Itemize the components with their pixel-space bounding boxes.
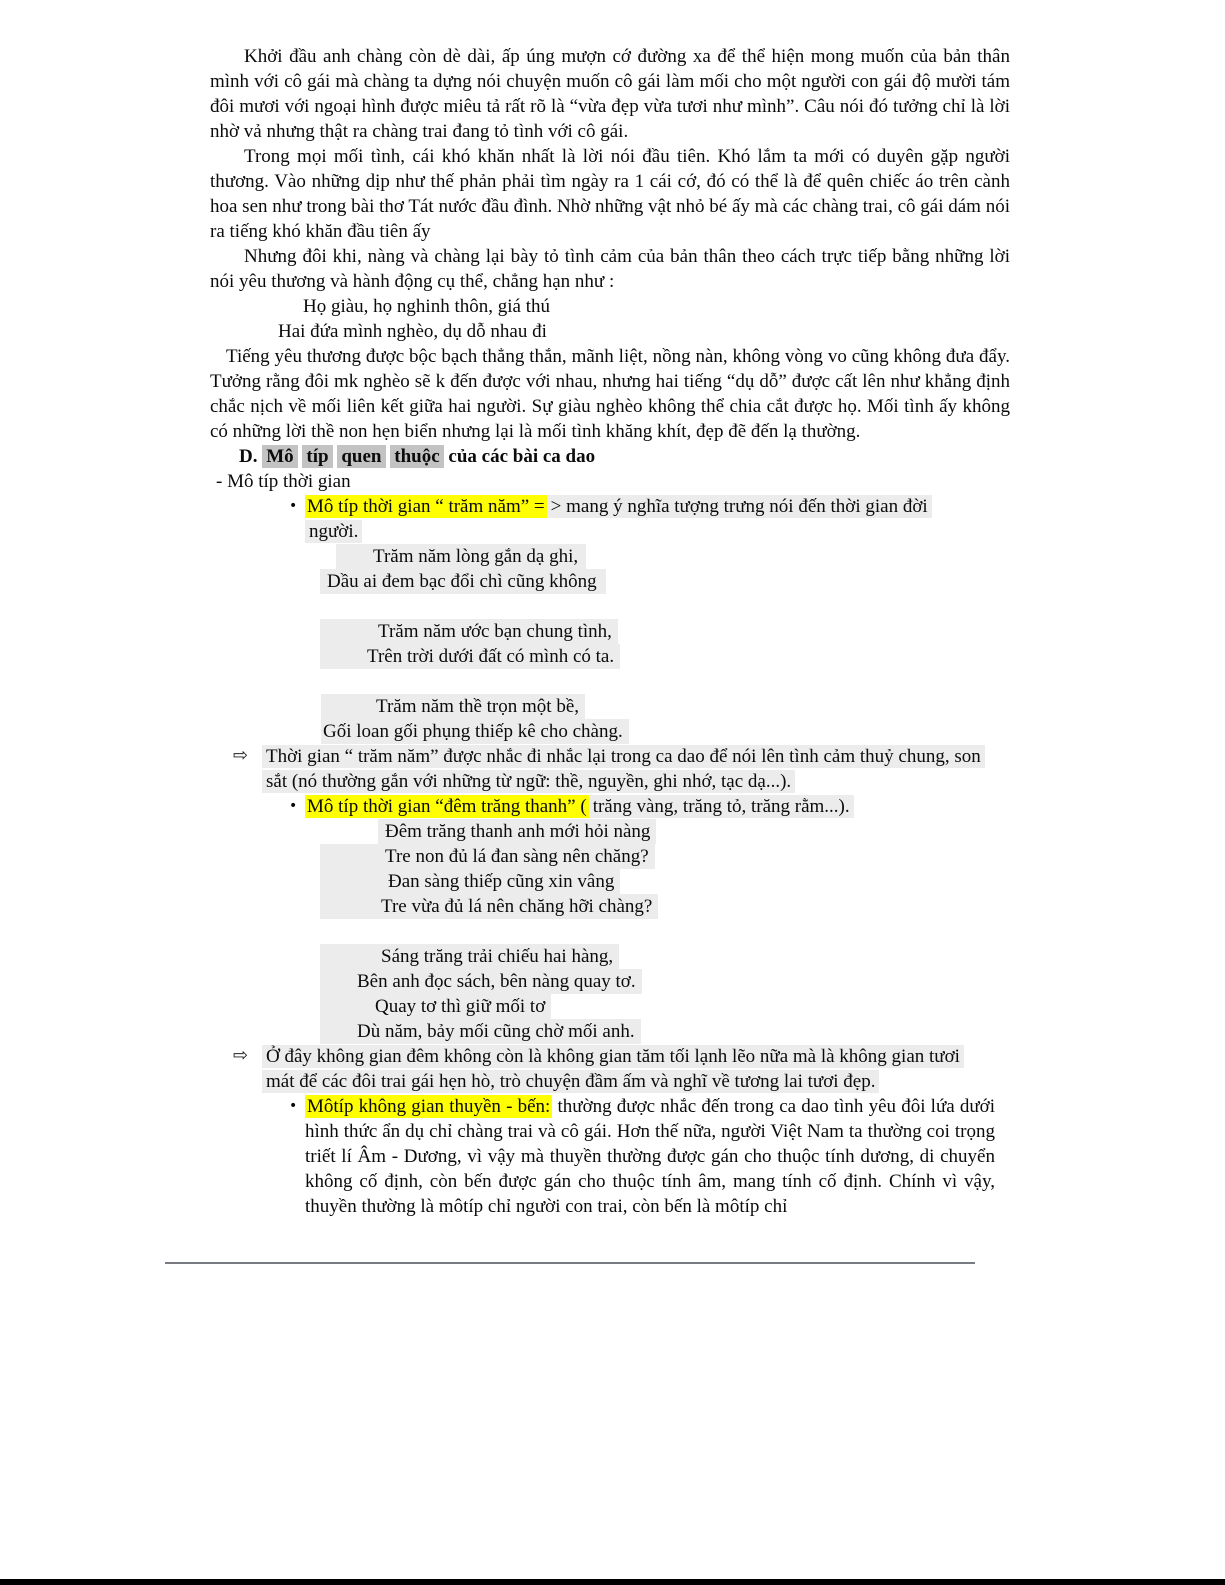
bullet-icon: •: [289, 1098, 298, 1114]
arrow-icon: ⇨: [233, 745, 249, 766]
gray-highlight: người.: [305, 520, 362, 543]
poem-line: Gối loan gối phụng thiếp kê cho chàng.: [321, 719, 1010, 744]
gray-highlight: > mang ý nghĩa tượng trưng nói đến thời gian đời: [547, 495, 932, 518]
gray-highlight: mát để các đôi trai gái hẹn hò, trò chuyện đầm ấm và nghĩ về tương lai tươi đẹp.: [262, 1070, 879, 1093]
poem-line: Đêm trăng thanh anh mới hỏi nàng: [378, 819, 1010, 844]
poem-line: Tre vừa đủ lá nên chăng hỡi chàng?: [320, 894, 1010, 919]
bullet-icon: •: [289, 798, 298, 814]
poem-line: Tre non đủ lá đan sàng nên chăng?: [320, 844, 1010, 869]
bullet-icon: •: [289, 498, 298, 514]
poem-line: Trên trời dưới đất có mình có ta.: [320, 644, 1010, 669]
poem-line: Đan sàng thiếp cũng xin vâng: [320, 869, 1010, 894]
poem-line: Dù năm, bảy mối cũng chờ mối anh.: [320, 1019, 1010, 1044]
yellow-highlight: Mô típ thời gian “ trăm năm” =: [307, 496, 545, 517]
paragraph-4: Tiếng yêu thương được bộc bạch thẳng thắn, mãnh liệt, nồng nàn, không vòng vo cũng không đưa đẩy. Tưởng rằng đôi mk nghèo sẽ k đến được với nhau, nhưng hai tiếng “dụ dỗ” được cất lên như khẳng định chắc nịch về mối liên kết giữa hai người. Sự giàu nghèo không thể chia cắt được họ. Mối tình ấy không có những lời thề non hẹn biển nhưng lại là mối tình khăng khít, đẹp đẽ đến lạ thường.: [210, 346, 1010, 442]
highlighted-word: típ: [302, 445, 332, 468]
highlighted-word: thuộc: [390, 445, 443, 468]
paragraph-2: Trong mọi mối tình, cái khó khăn nhất là lời nói đầu tiên. Khó lắm ta mới có duyên gặp người thương. Vào những dịp như thế phản phải tìm ngày ra 1 cái cớ, đó có thể là để quên chiếc áo trên cành hoa sen như trong bài thơ Tát nước đầu đình. Nhờ những vật nhỏ bé ấy mà các chàng trai, cô gái dám nói ra tiếng khó khăn đầu tiên ấy: [210, 146, 1010, 242]
subheading-time-motif: - Mô típ thời gian: [216, 471, 351, 492]
poem-line: Dầu ai đem bạc đổi chì cũng không: [320, 569, 1010, 594]
gray-highlight: trăng vàng, trăng tỏ, trăng rằm...).: [589, 795, 854, 818]
bullet-text: thường được nhắc đến trong ca dao tình yêu đôi lứa dưới hình thức ẩn dụ chỉ chàng trai và cô gái. Hơn thế nữa, người Việt Nam ta thường coi trọng triết lí Âm - Dương, vì vậy mà thuyền thường được gán cho thuộc tính dương, di chuyển không cố định, còn bến được gán cho thuộc tính âm, mang tính cố định. Chính vì vậy, thuyền thường là môtíp chỉ người con trai, còn bến là môtíp chỉ: [305, 1096, 996, 1217]
poem-line: Bên anh đọc sách, bên nàng quay tơ.: [320, 969, 1010, 994]
arrow-item-khong-gian-dem: [233, 1044, 994, 1094]
bottom-bar: [0, 1579, 1225, 1585]
poem-line: Sáng trăng trải chiếu hai hàng,: [320, 944, 1010, 969]
gray-highlight: Ở đây không gian đêm không còn là không gian tăm tối lạnh lẽo nữa mà là không gian tươi: [262, 1045, 964, 1068]
poem-line: Trăm năm lòng gắn dạ ghi,: [336, 544, 1010, 569]
highlighted-word: quen: [337, 445, 385, 468]
quote-line: Hai đứa mình nghèo, dụ dỗ nhau đi: [278, 321, 547, 342]
poem-line: Trăm năm thề trọn một bề,: [321, 694, 1010, 719]
bullet-item-tram-nam: [289, 494, 995, 544]
bullet-item-thuyen-ben: [289, 1094, 996, 1219]
yellow-highlight: Môtíp không gian thuyền - bến:: [307, 1096, 551, 1117]
horizontal-rule: [165, 1262, 975, 1264]
bullet-item-dem-trang-thanh: [289, 794, 995, 819]
arrow-icon: ⇨: [233, 1045, 249, 1066]
gray-highlight: Thời gian “ trăm năm” được nhắc đi nhắc lại trong ca dao để nói lên tình cảm thuỷ chung, son: [262, 745, 985, 768]
heading-suffix: của các bài ca dao: [443, 446, 596, 467]
yellow-highlight: Mô típ thời gian “đêm trăng thanh” (: [307, 796, 587, 817]
heading-motif: [239, 444, 1010, 469]
poem-line: Quay tơ thì giữ mối tơ: [320, 994, 1010, 1019]
arrow-item-tram-nam: [233, 744, 994, 794]
document-content: [210, 44, 1010, 1219]
heading-prefix: D.: [239, 446, 263, 467]
quote-line: Họ giàu, họ nghinh thôn, giá thú: [303, 296, 550, 317]
paragraph-1: Khởi đầu anh chàng còn dè dài, ấp úng mượn cớ đường xa để thể hiện mong muốn của bản thân mình với cô gái mà chàng ta dựng nói chuyện muốn cô gái làm mối cho một người con gái độ mười tám đôi mươi với ngoại hình được miêu tả rất rõ là “vừa đẹp vừa tươi như mình”. Câu nói đó tưởng chỉ là lời nhờ vả nhưng thật ra chàng trai đang tỏ tình với cô gái.: [210, 46, 1010, 142]
highlighted-word: Mô: [262, 445, 297, 468]
paragraph-3: Nhưng đôi khi, nàng và chàng lại bày tỏ tình cảm của bản thân theo cách trực tiếp bằng những lời nói yêu thương và hành động cụ thể, chẳng hạn như :: [210, 246, 1010, 292]
poem-line: Trăm năm ước bạn chung tình,: [320, 619, 1010, 644]
gray-highlight: sắt (nó thường gắn với những từ ngữ: thề, nguyền, ghi nhớ, tạc dạ...).: [262, 770, 795, 793]
